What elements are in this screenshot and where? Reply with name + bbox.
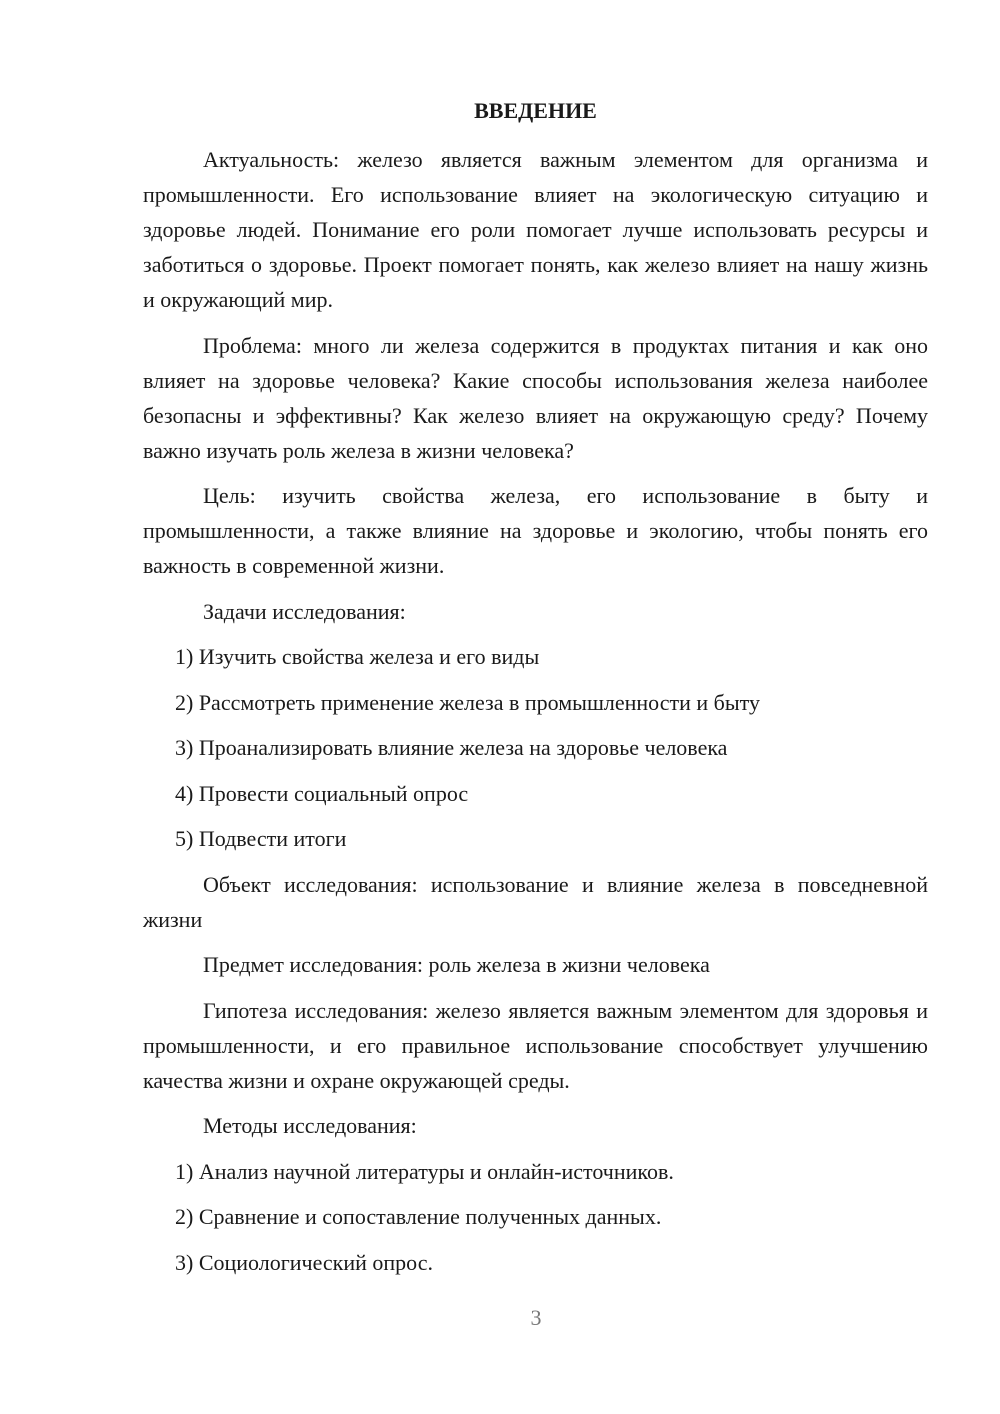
object-paragraph: Объект исследования: использование и влияние железа в повседневной жизни <box>143 871 928 932</box>
goal-paragraph: Цель: изучить свойства железа, его использование в быту и промышленности, а также влияние на здоровье и экологию, чтобы понять его важность в современной жизни. <box>143 483 928 578</box>
tasks-heading: Задачи исследования: <box>203 598 406 624</box>
task-item: 3) Проанализировать влияние железа на здоровье человека <box>175 735 728 760</box>
task-item: 1) Изучить свойства железа и его виды <box>175 644 540 669</box>
subject-paragraph: Предмет исследования: роль железа в жизни человека <box>203 952 710 977</box>
task-item: 5) Подвести итоги <box>175 826 347 851</box>
methods-heading: Методы исследования: <box>203 1113 417 1138</box>
hypothesis-paragraph: Гипотеза исследования: железо является важным элементом для здоровья и промышленности, и его правильное использование способствует улучшению качества жизни и охране окружающей среды. <box>143 997 928 1093</box>
method-item: 1) Анализ научной литературы и онлайн-источников. <box>175 1158 674 1184</box>
method-item: 2) Сравнение и сопоставление полученных данных. <box>175 1204 662 1229</box>
relevance-paragraph: Актуальность: железо является важным элементом для организма и промышленности. Его использование влияет на экологическую ситуацию и здоровье людей. Понимание его роли помогает лучше использовать ресурсы и заботиться о здоровье. Проект помогает понять, как железо влияет на нашу жизнь и окружающий мир. <box>143 147 928 312</box>
problem-paragraph: Проблема: много ли железа содержится в продуктах питания и как оно влияет на здоровье человека? Какие способы использования железа наиболее безопасны и эффективны? Как железо влияет на окружающую среду? Почему важно изучать роль железа в жизни человека? <box>143 332 928 463</box>
task-item: 4) Провести социальный опрос <box>175 780 469 806</box>
document-page <box>143 93 928 1290</box>
method-item: 3) Социологический опрос. <box>175 1249 433 1275</box>
section-title: ВВЕДЕНИЕ <box>474 98 597 123</box>
task-item: 2) Рассмотреть применение железа в промышленности и быту <box>175 689 760 715</box>
page-number: 3 <box>530 1305 542 1330</box>
